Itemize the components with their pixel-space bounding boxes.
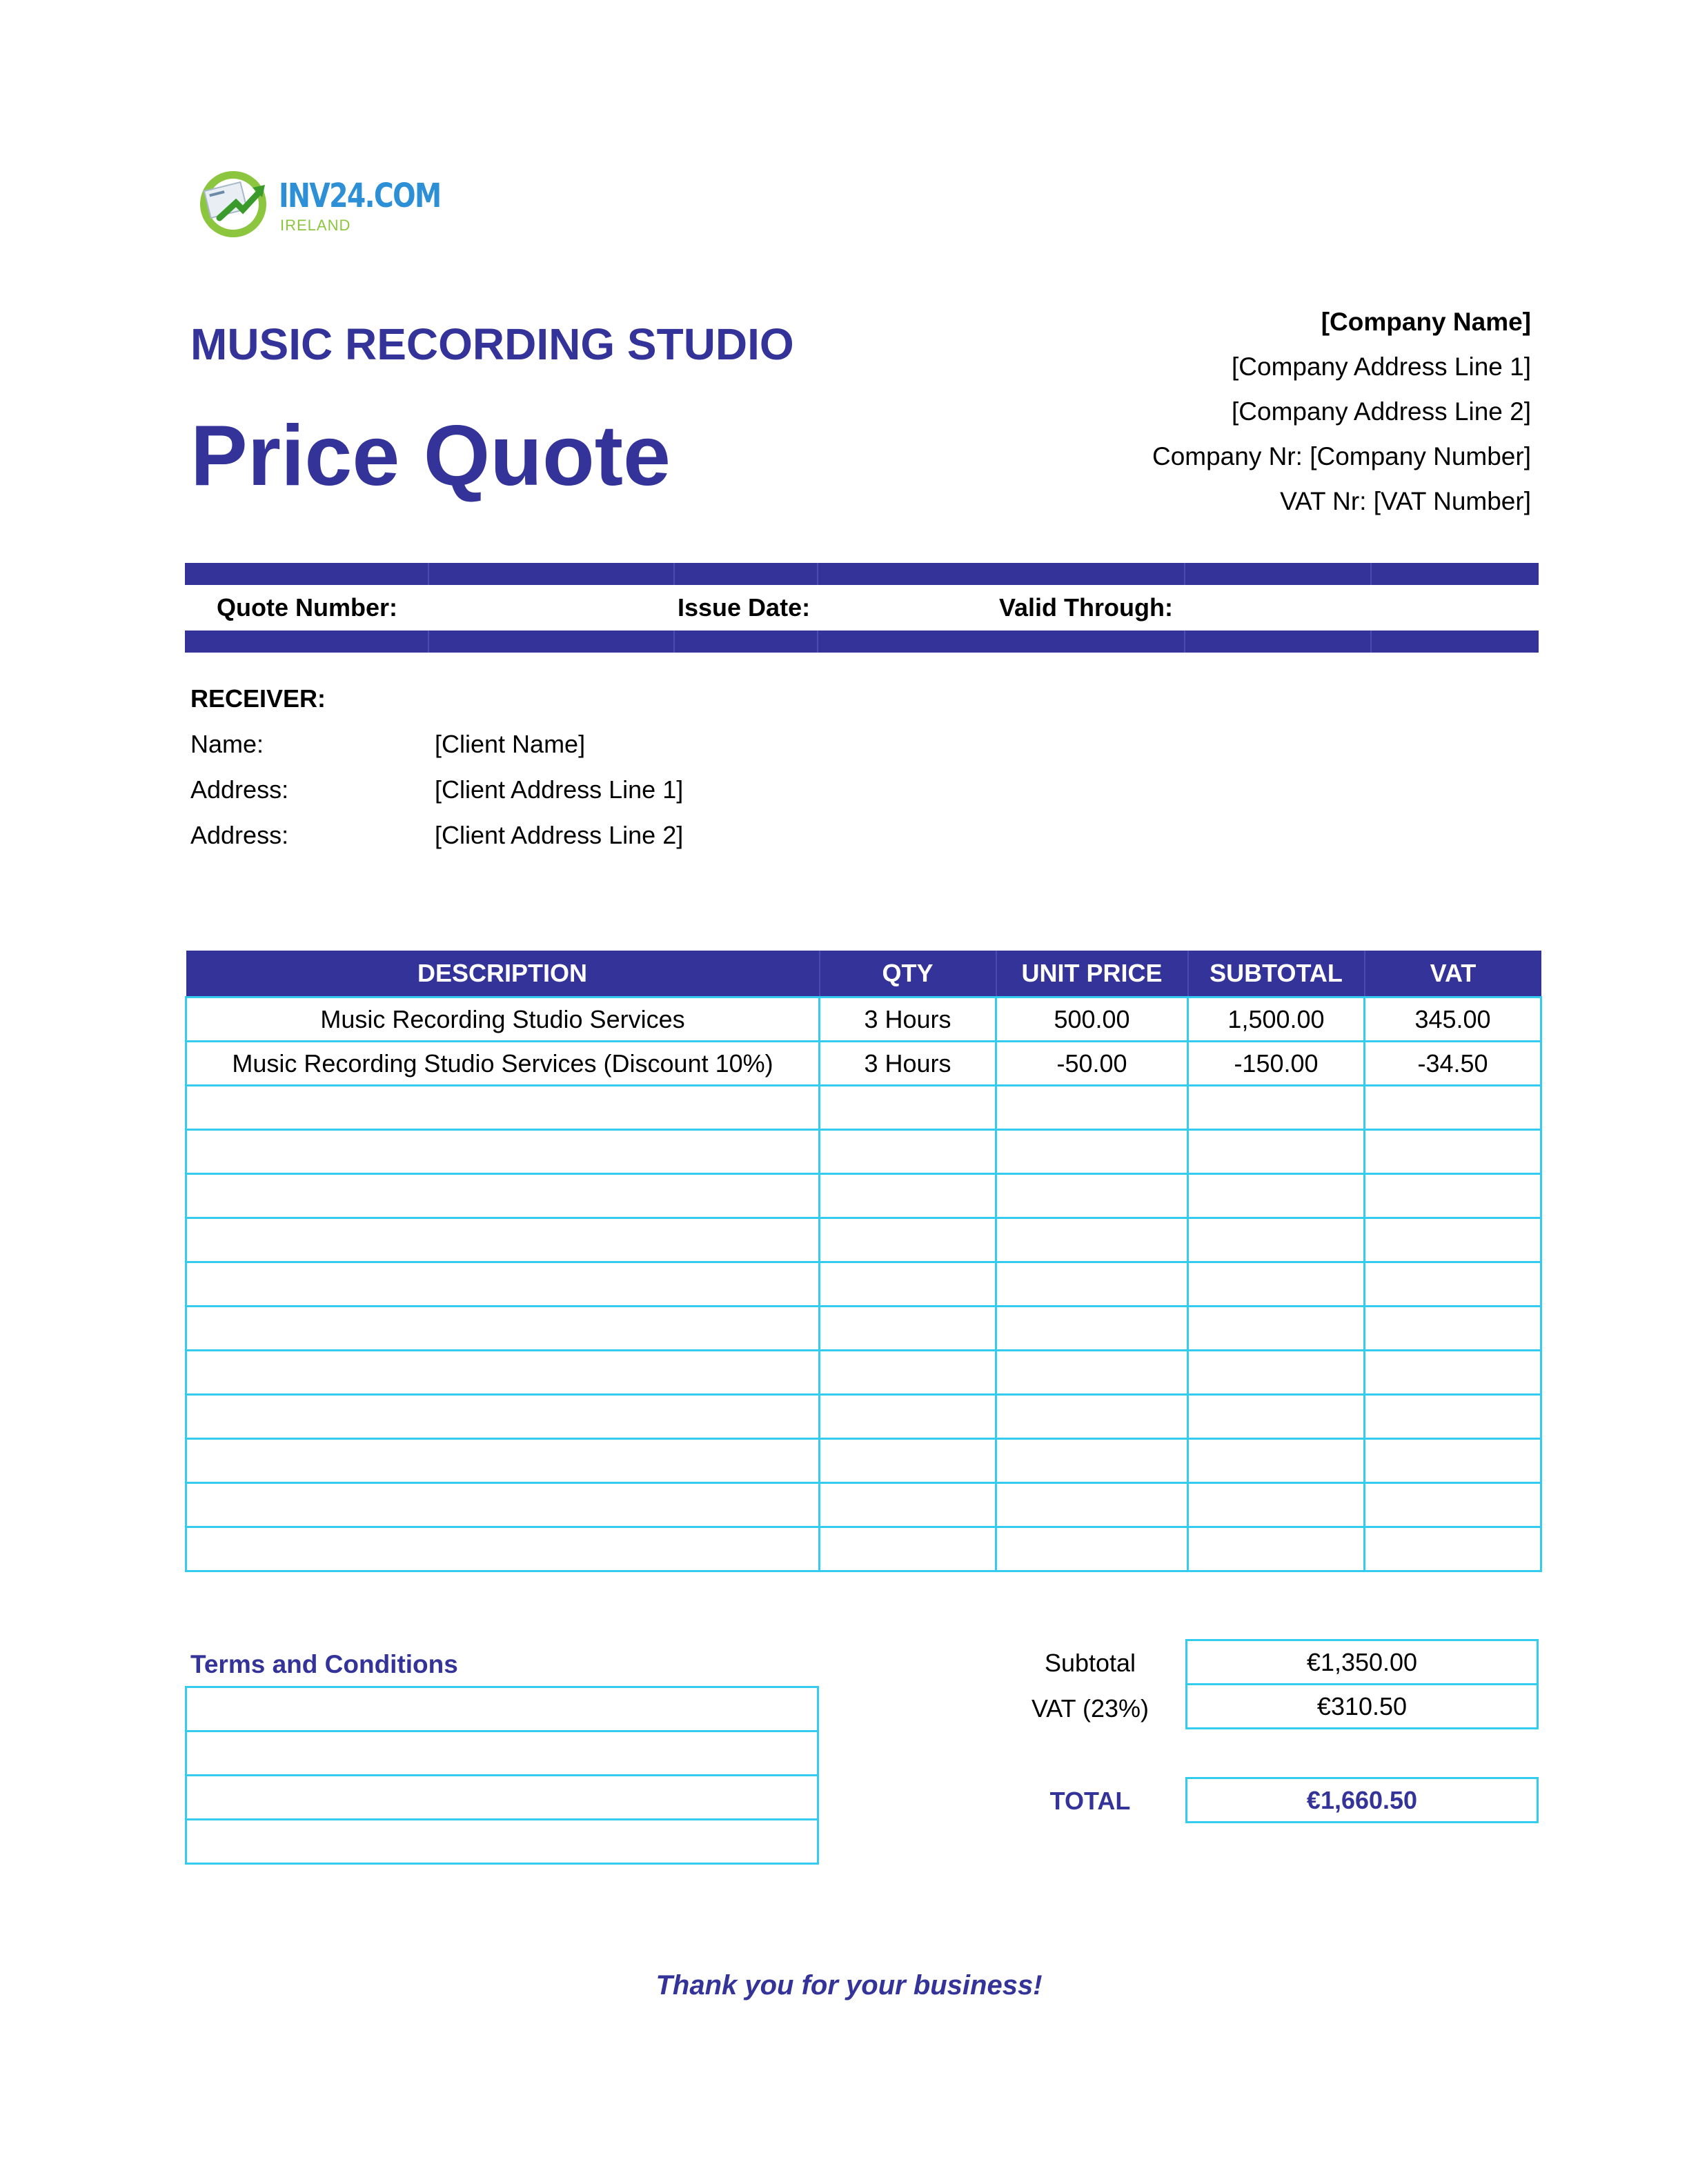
page-title: Price Quote — [190, 408, 671, 504]
cell-qty — [820, 1527, 996, 1571]
table-row — [186, 1262, 1541, 1307]
cell-vat — [1365, 1218, 1541, 1262]
company-address-1: [Company Address Line 1] — [1232, 353, 1531, 381]
studio-heading: MUSIC RECORDING STUDIO — [190, 319, 794, 369]
cell-subtotal — [1188, 1130, 1365, 1174]
cell-qty — [820, 1483, 996, 1527]
cell-qty — [820, 1174, 996, 1218]
cell-unit-price: -50.00 — [996, 1042, 1188, 1086]
cell-unit-price — [996, 1174, 1188, 1218]
total-value: €1,660.50 — [1185, 1777, 1539, 1823]
thank-you-message: Thank you for your business! — [655, 1970, 1043, 2001]
receiver-label: Name: — [190, 730, 264, 758]
cell-description: Music Recording Studio Services (Discount 10%) — [186, 1042, 820, 1086]
receiver-value: [Client Address Line 2] — [435, 821, 684, 849]
table-row — [186, 1307, 1541, 1351]
cell-qty — [820, 1262, 996, 1307]
cell-description — [186, 1483, 820, 1527]
cell-qty: 3 Hours — [820, 1042, 996, 1086]
table-row — [186, 1218, 1541, 1262]
cell-unit-price — [996, 1483, 1188, 1527]
cell-description — [186, 1218, 820, 1262]
quote-number-label: Quote Number: — [217, 593, 398, 622]
items-header-row — [186, 951, 1541, 997]
cell-subtotal — [1188, 1174, 1365, 1218]
cell-qty — [820, 1351, 996, 1395]
cell-vat — [1365, 1395, 1541, 1439]
cell-vat — [1365, 1483, 1541, 1527]
column-header-unit-price: UNIT PRICE — [996, 951, 1188, 997]
cell-unit-price: 500.00 — [996, 997, 1188, 1042]
cell-qty — [820, 1307, 996, 1351]
column-header-vat: VAT — [1365, 951, 1541, 997]
cell-vat — [1365, 1527, 1541, 1571]
receiver-label: Address: — [190, 821, 289, 849]
cell-unit-price — [996, 1307, 1188, 1351]
receiver-heading: RECEIVER: — [190, 684, 326, 713]
header-band-bottom — [185, 631, 1539, 653]
cell-description — [186, 1351, 820, 1395]
table-row — [186, 997, 1541, 1042]
cell-subtotal — [1188, 1439, 1365, 1483]
cell-unit-price — [996, 1130, 1188, 1174]
subtotal-label: Subtotal — [1044, 1649, 1136, 1677]
column-header-description: DESCRIPTION — [186, 951, 820, 997]
cell-unit-price — [996, 1395, 1188, 1439]
vat-label: VAT (23%) — [1031, 1694, 1149, 1723]
cell-description — [186, 1174, 820, 1218]
table-row — [186, 1439, 1541, 1483]
company-vat: VAT Nr: [VAT Number] — [1280, 487, 1531, 515]
cell-description — [186, 1395, 820, 1439]
table-row — [186, 1395, 1541, 1439]
table-row — [186, 1042, 1541, 1086]
receiver-value: [Client Address Line 1] — [435, 775, 684, 804]
cell-subtotal — [1188, 1351, 1365, 1395]
cell-description — [186, 1527, 820, 1571]
column-header-qty: QTY — [820, 951, 996, 997]
cell-vat — [1365, 1439, 1541, 1483]
cell-description — [186, 1086, 820, 1130]
cell-subtotal — [1188, 1395, 1365, 1439]
cell-description — [186, 1130, 820, 1174]
cell-subtotal: 1,500.00 — [1188, 997, 1365, 1042]
terms-heading: Terms and Conditions — [190, 1650, 458, 1678]
cell-vat — [1365, 1174, 1541, 1218]
cell-vat — [1365, 1086, 1541, 1130]
cell-qty — [820, 1130, 996, 1174]
cell-vat — [1365, 1307, 1541, 1351]
cell-subtotal — [1188, 1086, 1365, 1130]
subtotal-value: €1,350.00 — [1185, 1639, 1539, 1685]
valid-through-label: Valid Through: — [999, 593, 1173, 622]
terms-row — [186, 1776, 818, 1820]
issue-date-label: Issue Date: — [678, 593, 811, 622]
cell-unit-price — [996, 1218, 1188, 1262]
cell-unit-price — [996, 1439, 1188, 1483]
terms-row — [186, 1687, 818, 1731]
receiver-value: [Client Name] — [435, 730, 586, 758]
cell-subtotal — [1188, 1527, 1365, 1571]
cell-subtotal — [1188, 1262, 1365, 1307]
vat-value: €310.50 — [1185, 1685, 1539, 1729]
column-header-subtotal: SUBTOTAL — [1188, 951, 1365, 997]
cell-description: Music Recording Studio Services — [186, 997, 820, 1042]
cell-unit-price — [996, 1351, 1188, 1395]
table-row — [186, 1086, 1541, 1130]
cell-vat: -34.50 — [1365, 1042, 1541, 1086]
company-name: [Company Name] — [1321, 308, 1531, 336]
cell-description — [186, 1439, 820, 1483]
total-label: TOTAL — [1049, 1787, 1131, 1815]
cell-qty — [820, 1395, 996, 1439]
table-row — [186, 1527, 1541, 1571]
company-address-2: [Company Address Line 2] — [1232, 397, 1531, 426]
cell-description — [186, 1262, 820, 1307]
cell-qty — [820, 1218, 996, 1262]
cell-subtotal — [1188, 1307, 1365, 1351]
logo-text: INV24.COM — [279, 177, 441, 215]
cell-unit-price — [996, 1086, 1188, 1130]
cell-subtotal — [1188, 1218, 1365, 1262]
cell-unit-price — [996, 1527, 1188, 1571]
cell-unit-price — [996, 1262, 1188, 1307]
cell-vat — [1365, 1351, 1541, 1395]
cell-vat — [1365, 1262, 1541, 1307]
logo-subtext: IRELAND — [280, 217, 351, 234]
header-band-top — [185, 563, 1539, 585]
cell-subtotal — [1188, 1483, 1365, 1527]
cell-qty — [820, 1439, 996, 1483]
cell-description — [186, 1307, 820, 1351]
terms-table — [185, 1686, 819, 1865]
table-row — [186, 1483, 1541, 1527]
receiver-label: Address: — [190, 775, 289, 804]
cell-subtotal: -150.00 — [1188, 1042, 1365, 1086]
table-row — [186, 1174, 1541, 1218]
cell-vat — [1365, 1130, 1541, 1174]
terms-row — [186, 1820, 818, 1864]
cell-qty — [820, 1086, 996, 1130]
cell-vat: 345.00 — [1365, 997, 1541, 1042]
table-row — [186, 1351, 1541, 1395]
terms-row — [186, 1731, 818, 1776]
table-row — [186, 1130, 1541, 1174]
company-number: Company Nr: [Company Number] — [1152, 442, 1531, 470]
cell-qty: 3 Hours — [820, 997, 996, 1042]
items-table — [185, 951, 1542, 1572]
